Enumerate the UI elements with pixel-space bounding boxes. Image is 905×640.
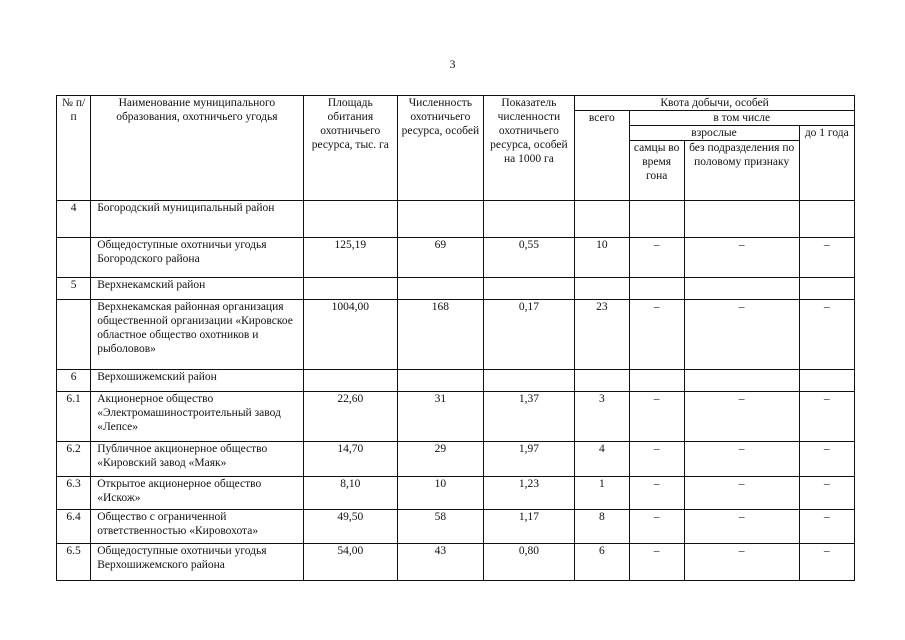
cell-area: 54,00 [303, 544, 398, 581]
cell-males: – [629, 477, 684, 510]
cell-area [303, 278, 398, 300]
cell-males: – [629, 300, 684, 370]
cell-count [398, 370, 484, 392]
cell-under1: – [799, 477, 854, 510]
cell-under1 [799, 201, 854, 238]
header-index: Показатель численности охотничьего ресурса, особей на 1000 га [483, 96, 575, 201]
table-row [57, 238, 855, 278]
cell-num [57, 238, 91, 278]
cell-num: 6 [57, 370, 91, 392]
cell-total: 23 [575, 300, 629, 370]
cell-area: 49,50 [303, 510, 398, 544]
cell-nosex: – [684, 510, 799, 544]
cell-under1: – [799, 510, 854, 544]
cell-index: 1,97 [483, 442, 575, 477]
cell-num: 6.3 [57, 477, 91, 510]
cell-nosex: – [684, 477, 799, 510]
cell-area: 125,19 [303, 238, 398, 278]
cell-num: 5 [57, 278, 91, 300]
header-total: всего [575, 111, 629, 201]
cell-total [575, 370, 629, 392]
cell-total: 8 [575, 510, 629, 544]
cell-males: – [629, 510, 684, 544]
cell-nosex: – [684, 442, 799, 477]
cell-index: 1,37 [483, 392, 575, 442]
cell-total [575, 278, 629, 300]
cell-name: Открытое акционерное общество «Искож» [91, 477, 303, 510]
cell-males: – [629, 238, 684, 278]
cell-count: 58 [398, 510, 484, 544]
cell-name: Акционерное общество «Электромашиностроительный завод «Лепсе» [91, 392, 303, 442]
cell-num [57, 300, 91, 370]
cell-under1: – [799, 392, 854, 442]
cell-total [575, 201, 629, 238]
table-row [57, 510, 855, 544]
cell-under1: – [799, 238, 854, 278]
cell-area: 14,70 [303, 442, 398, 477]
table-row [57, 392, 855, 442]
cell-name: Публичное акционерное общество «Кировский завод «Маяк» [91, 442, 303, 477]
header-nosex: без подразделения по половому признаку [684, 141, 799, 201]
cell-index: 0,80 [483, 544, 575, 581]
table-row [57, 544, 855, 581]
cell-index [483, 278, 575, 300]
cell-num: 6.1 [57, 392, 91, 442]
cell-males [629, 278, 684, 300]
cell-num: 4 [57, 201, 91, 238]
cell-num: 6.4 [57, 510, 91, 544]
header-adults: взрослые [629, 126, 799, 141]
cell-area [303, 370, 398, 392]
cell-under1: – [799, 300, 854, 370]
cell-total: 4 [575, 442, 629, 477]
cell-num: 6.2 [57, 442, 91, 477]
cell-males [629, 201, 684, 238]
cell-males: – [629, 392, 684, 442]
cell-total: 6 [575, 544, 629, 581]
cell-index: 1,23 [483, 477, 575, 510]
cell-males [629, 370, 684, 392]
cell-under1 [799, 278, 854, 300]
table-row [57, 370, 855, 392]
table-row [57, 442, 855, 477]
cell-name: Общество с ограниченной ответственностью «Кировохота» [91, 510, 303, 544]
cell-index: 1,17 [483, 510, 575, 544]
header-including: в том числе [629, 111, 855, 126]
cell-name: Общедоступные охотничьи угодья Богородского района [91, 238, 303, 278]
cell-males: – [629, 544, 684, 581]
quota-table [56, 95, 855, 581]
page-number: 3 [449, 57, 456, 71]
cell-area: 22,60 [303, 392, 398, 442]
cell-total: 10 [575, 238, 629, 278]
cell-name: Общедоступные охотничьи угодья Верхошижемского района [91, 544, 303, 581]
cell-nosex: – [684, 300, 799, 370]
header-num: № п/п [57, 96, 91, 201]
cell-area: 1004,00 [303, 300, 398, 370]
cell-area [303, 201, 398, 238]
cell-nosex: – [684, 544, 799, 581]
cell-name: Верхнекамская районная организация общественной организации «Кировское областное общество охотников и рыболовов» [91, 300, 303, 370]
cell-index [483, 370, 575, 392]
cell-count: 69 [398, 238, 484, 278]
cell-count [398, 278, 484, 300]
cell-males: – [629, 442, 684, 477]
cell-name: Верхошижемский район [91, 370, 303, 392]
cell-count: 168 [398, 300, 484, 370]
cell-count: 29 [398, 442, 484, 477]
cell-under1: – [799, 442, 854, 477]
cell-index: 0,55 [483, 238, 575, 278]
header-under1: до 1 года [799, 126, 854, 201]
cell-name: Богородский муниципальный район [91, 201, 303, 238]
header-quota: Квота добычи, особей [575, 96, 855, 111]
cell-under1 [799, 370, 854, 392]
cell-count: 10 [398, 477, 484, 510]
table-row [57, 201, 855, 238]
cell-index [483, 201, 575, 238]
cell-index: 0,17 [483, 300, 575, 370]
table-row [57, 278, 855, 300]
cell-nosex [684, 201, 799, 238]
cell-total: 3 [575, 392, 629, 442]
cell-nosex [684, 278, 799, 300]
cell-nosex: – [684, 392, 799, 442]
cell-count [398, 201, 484, 238]
header-males: самцы во время гона [629, 141, 684, 201]
header-count: Численность охотничьего ресурса, особей [398, 96, 484, 201]
table-row [57, 477, 855, 510]
cell-under1: – [799, 544, 854, 581]
header-name: Наименование муниципального образования, охотничьего угодья [91, 96, 303, 201]
header-area: Площадь обитания охотничьего ресурса, тыс. га [303, 96, 398, 201]
cell-area: 8,10 [303, 477, 398, 510]
cell-name: Верхнекамский район [91, 278, 303, 300]
cell-nosex: – [684, 238, 799, 278]
table-row [57, 300, 855, 370]
cell-count: 43 [398, 544, 484, 581]
cell-nosex [684, 370, 799, 392]
cell-count: 31 [398, 392, 484, 442]
cell-total: 1 [575, 477, 629, 510]
cell-num: 6.5 [57, 544, 91, 581]
